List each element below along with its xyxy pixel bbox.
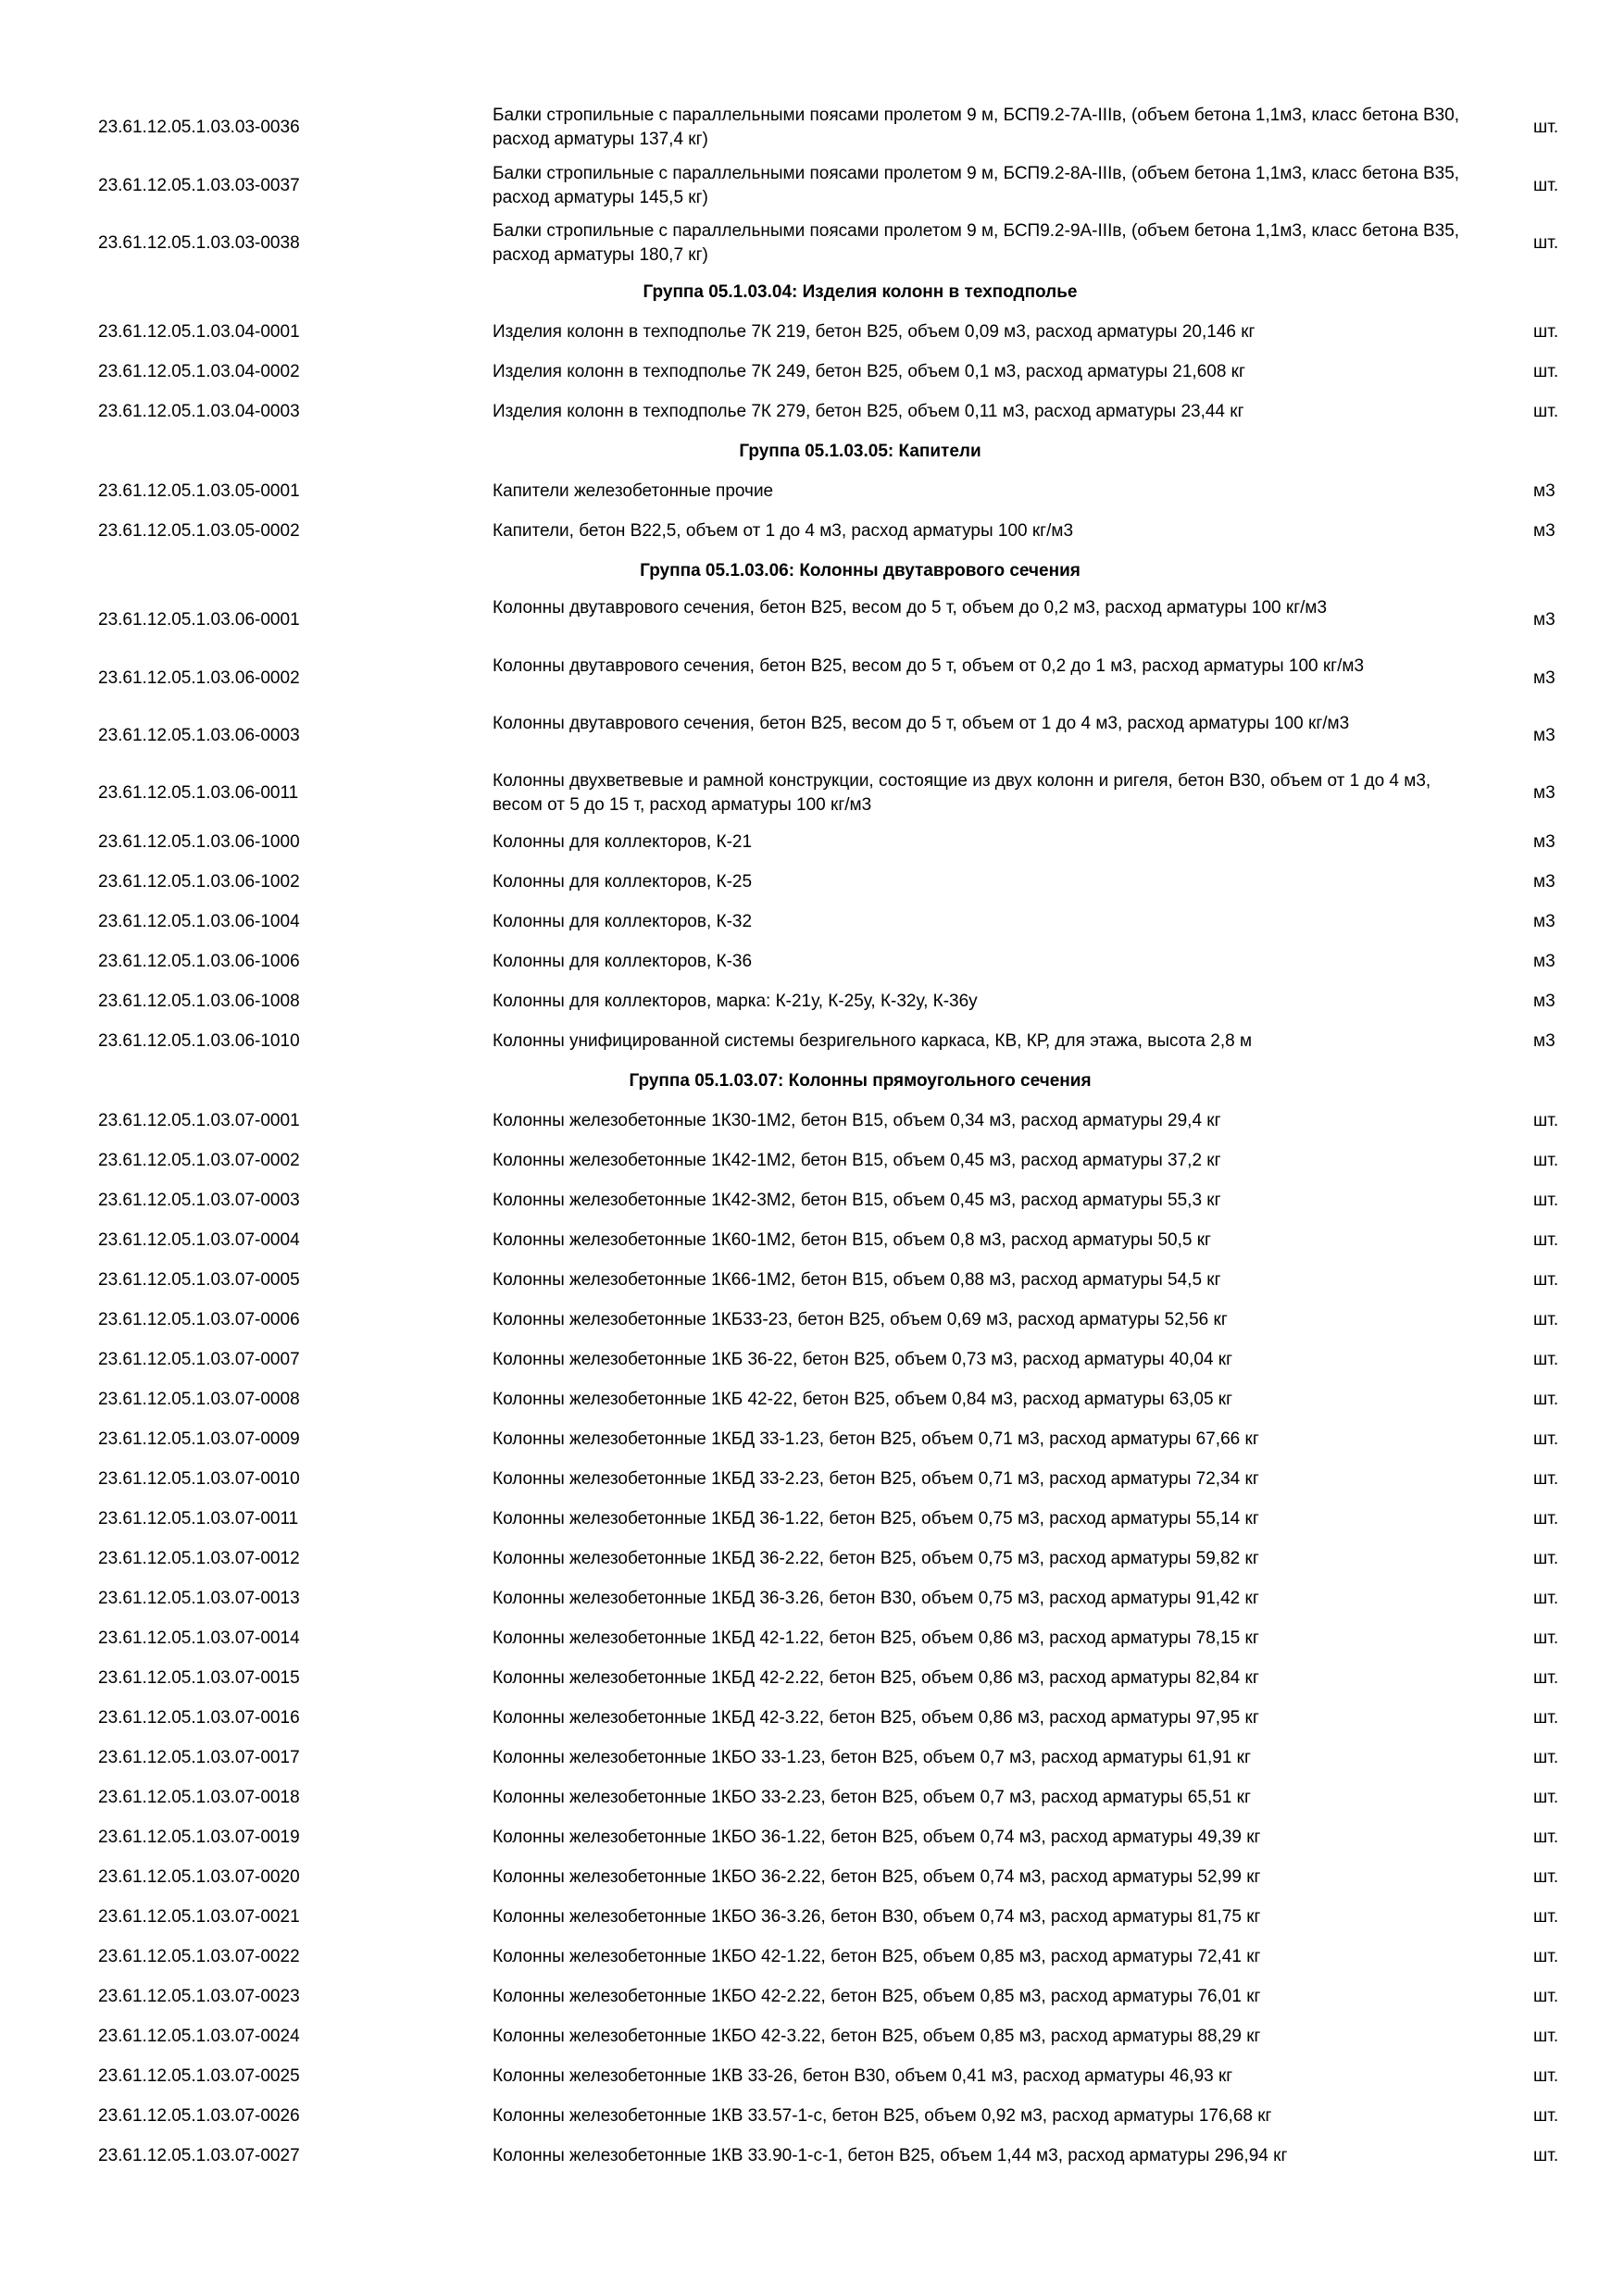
resource-code: 23.61.12.05.1.03.07-0026 [98,2106,300,2126]
resource-description: Балки стропильные с параллельными поясами пролетом 9 м, БСП9.2-9А-IIIв, (объем бетона 1,1м3, класс бетона В35, расход арматуры 180,7 кг) [493,221,1460,265]
resource-description: Колонны железобетонные 1КБД 36-3.26, бетон В30, объем 0,75 м3, расход арматуры 91,42 кг [493,1589,1259,1608]
unit-of-measure: м3 [1533,832,1555,852]
resource-code: 23.61.12.05.1.03.07-0001 [98,1111,300,1130]
unit-of-measure: шт. [1533,1708,1559,1728]
unit-of-measure: шт. [1533,176,1559,195]
resource-description: Колонны двутаврового сечения, бетон В25, весом до 5 т, объем до 0,2 м3, расход арматуры 100 кг/м3 [493,598,1328,618]
table-row [0,400,1624,424]
resource-description: Колонны железобетонные 1КБ33-23, бетон В25, объем 0,69 м3, расход арматуры 52,56 кг [493,1310,1228,1329]
unit-of-measure: шт. [1533,1828,1559,1847]
resource-code: 23.61.12.05.1.03.07-0006 [98,1310,300,1329]
unit-of-measure: м3 [1533,783,1555,803]
table-row [0,1905,1624,1929]
resource-description: Колонны железобетонные 1КБО 42-1.22, бетон В25, объем 0,85 м3, расход арматуры 72,41 кг [493,1947,1261,1966]
table-row [0,320,1624,344]
unit-of-measure: шт. [1533,1469,1559,1489]
resource-code: 23.61.12.05.1.03.03-0036 [98,118,300,137]
resource-description: Колонны железобетонные 1К30-1М2, бетон В15, объем 0,34 м3, расход арматуры 29,4 кг [493,1111,1221,1130]
table-row [0,1706,1624,1730]
resource-code: 23.61.12.05.1.03.07-0016 [98,1708,300,1728]
resource-code: 23.61.12.05.1.03.07-0025 [98,2066,300,2086]
table-row [0,1547,1624,1571]
unit-of-measure: шт. [1533,1151,1559,1170]
unit-of-measure: шт. [1533,1549,1559,1568]
unit-of-measure: м3 [1533,668,1555,688]
resource-code: 23.61.12.05.1.03.06-1000 [98,832,300,852]
unit-of-measure: м3 [1533,726,1555,745]
group-heading-text: Группа 05.1.03.05: Капители [739,442,981,461]
table-row [0,769,1624,817]
resource-description: Колонны железобетонные 1К66-1М2, бетон В15, объем 0,88 м3, расход арматуры 54,5 кг [493,1270,1221,1290]
resource-code: 23.61.12.05.1.03.03-0038 [98,233,300,253]
table-row [0,1467,1624,1491]
unit-of-measure: шт. [1533,2146,1559,2165]
resource-description: Колонны железобетонные 1КБД 33-1.23, бетон В25, объем 0,71 м3, расход арматуры 67,66 кг [493,1429,1259,1449]
table-row [0,1388,1624,1412]
resource-code: 23.61.12.05.1.03.05-0001 [98,481,300,501]
unit-of-measure: шт. [1533,1947,1559,1966]
resource-description: Колонны железобетонные 1КБО 36-3.26, бетон В30, объем 0,74 м3, расход арматуры 81,75 кг [493,1907,1261,1927]
table-row [0,162,1624,210]
resource-description: Колонны железобетонные 1КБО 36-1.22, бетон В25, объем 0,74 м3, расход арматуры 49,39 кг [493,1828,1261,1847]
table-row [0,1627,1624,1651]
table-row [0,1308,1624,1332]
resource-description: Колонны для коллекторов, К-25 [493,872,753,892]
resource-description: Изделия колонн в техподполье 7К 219, бетон В25, объем 0,09 м3, расход арматуры 20,146 кг [493,322,1255,342]
unit-of-measure: шт. [1533,1748,1559,1767]
table-row [0,1587,1624,1611]
resource-code: 23.61.12.05.1.03.07-0003 [98,1191,300,1210]
unit-of-measure: шт. [1533,1111,1559,1130]
table-row [0,1149,1624,1173]
resource-code: 23.61.12.05.1.03.07-0023 [98,1987,300,2006]
table-row [0,910,1624,934]
unit-of-measure: шт. [1533,118,1559,137]
resource-code: 23.61.12.05.1.03.07-0018 [98,1788,300,1807]
resource-code: 23.61.12.05.1.03.06-1002 [98,872,300,892]
group-heading [0,281,1624,305]
resource-code: 23.61.12.05.1.03.07-0015 [98,1668,300,1688]
unit-of-measure: м3 [1533,610,1555,630]
table-row [0,1109,1624,1133]
resource-description: Колонны для коллекторов, К-32 [493,912,753,931]
resource-description: Колонны железобетонные 1КБО 33-2.23, бетон В25, объем 0,7 м3, расход арматуры 65,51 кг [493,1788,1251,1807]
resource-code: 23.61.12.05.1.03.06-0002 [98,668,300,688]
table-row [0,712,1624,760]
resource-description: Колонны железобетонные 1К42-3М2, бетон В15, объем 0,45 м3, расход арматуры 55,3 кг [493,1191,1221,1210]
unit-of-measure: шт. [1533,1191,1559,1210]
resource-code: 23.61.12.05.1.03.07-0027 [98,2146,300,2165]
unit-of-measure: шт. [1533,1668,1559,1688]
resource-code: 23.61.12.05.1.03.07-0004 [98,1230,300,1250]
resource-description: Колонны для коллекторов, К-21 [493,832,753,852]
resource-code: 23.61.12.05.1.03.04-0003 [98,402,300,421]
table-row [0,1826,1624,1850]
unit-of-measure: шт. [1533,1230,1559,1250]
table-row [0,1985,1624,2009]
unit-of-measure: шт. [1533,2106,1559,2126]
unit-of-measure: шт. [1533,1907,1559,1927]
resource-description: Колонны железобетонные 1КБД 42-3.22, бетон В25, объем 0,86 м3, расход арматуры 97,95 кг [493,1708,1259,1728]
group-heading [0,559,1624,583]
resource-code: 23.61.12.05.1.03.07-0009 [98,1429,300,1449]
table-row [0,1268,1624,1292]
resource-code: 23.61.12.05.1.03.07-0010 [98,1469,300,1489]
table-row [0,519,1624,543]
resource-description: Колонны для коллекторов, марка: К-21у, К-25у, К-32у, К-36у [493,992,978,1011]
resource-description: Колонны железобетонные 1КБД 42-2.22, бетон В25, объем 0,86 м3, расход арматуры 82,84 кг [493,1668,1259,1688]
resource-code: 23.61.12.05.1.03.06-1010 [98,1031,300,1051]
unit-of-measure: шт. [1533,1429,1559,1449]
table-row [0,2025,1624,2049]
unit-of-measure: м3 [1533,952,1555,971]
unit-of-measure: шт. [1533,1270,1559,1290]
unit-of-measure: шт. [1533,1390,1559,1409]
resource-code: 23.61.12.05.1.03.06-1004 [98,912,300,931]
resource-description: Колонны железобетонные 1КБД 36-1.22, бетон В25, объем 0,75 м3, расход арматуры 55,14 кг [493,1509,1259,1529]
resource-code: 23.61.12.05.1.03.04-0002 [98,362,300,381]
resource-code: 23.61.12.05.1.03.07-0002 [98,1151,300,1170]
table-row [0,1189,1624,1213]
resource-code: 23.61.12.05.1.03.07-0024 [98,2027,300,2046]
table-row [0,1428,1624,1452]
resource-description: Колонны железобетонные 1КБ 36-22, бетон В25, объем 0,73 м3, расход арматуры 40,04 кг [493,1350,1233,1369]
resource-code: 23.61.12.05.1.03.07-0022 [98,1947,300,1966]
resource-code: 23.61.12.05.1.03.07-0021 [98,1907,300,1927]
resource-code: 23.61.12.05.1.03.07-0017 [98,1748,300,1767]
resource-description: Колонны железобетонные 1КБД 42-1.22, бетон В25, объем 0,86 м3, расход арматуры 78,15 кг [493,1628,1259,1648]
resource-description: Колонны двутаврового сечения, бетон В25, весом до 5 т, объем от 0,2 до 1 м3, расход арматуры 100 кг/м3 [493,656,1365,676]
resource-description: Колонны железобетонные 1К42-1М2, бетон В15, объем 0,45 м3, расход арматуры 37,2 кг [493,1151,1221,1170]
table-row [0,2104,1624,2128]
unit-of-measure: м3 [1533,1031,1555,1051]
resource-code: 23.61.12.05.1.03.07-0008 [98,1390,300,1409]
table-row [0,1029,1624,1054]
group-heading-text: Группа 05.1.03.07: Колонны прямоугольного сечения [629,1071,1092,1091]
resource-description: Колонны железобетонные 1КБО 36-2.22, бетон В25, объем 0,74 м3, расход арматуры 52,99 кг [493,1867,1261,1887]
resource-code: 23.61.12.05.1.03.07-0011 [98,1509,299,1529]
table-row [0,1507,1624,1531]
unit-of-measure: шт. [1533,402,1559,421]
resource-description: Изделия колонн в техподполье 7К 279, бетон В25, объем 0,11 м3, расход арматуры 23,44 кг [493,402,1244,421]
table-row [0,870,1624,894]
table-row [0,1786,1624,1810]
unit-of-measure: шт. [1533,322,1559,342]
resource-code: 23.61.12.05.1.03.07-0013 [98,1589,300,1608]
table-row [0,1229,1624,1253]
unit-of-measure: шт. [1533,2027,1559,2046]
table-row [0,1945,1624,1969]
unit-of-measure: шт. [1533,1350,1559,1369]
resource-description: Колонны железобетонные 1КВ 33-26, бетон В30, объем 0,41 м3, расход арматуры 46,93 кг [493,2066,1233,2086]
resource-description: Колонны железобетонные 1К60-1М2, бетон В15, объем 0,8 м3, расход арматуры 50,5 кг [493,1230,1211,1250]
group-heading-text: Группа 05.1.03.06: Колонны двутаврового сечения [640,561,1081,580]
group-heading-text: Группа 05.1.03.04: Изделия колонн в техподполье [643,282,1078,302]
table-row [0,596,1624,644]
unit-of-measure: м3 [1533,481,1555,501]
resource-description: Колонны унифицированной системы безригельного каркаса, КВ, КР, для этажа, высота 2,8 м [493,1031,1253,1051]
unit-of-measure: шт. [1533,1509,1559,1529]
resource-code: 23.61.12.05.1.03.07-0007 [98,1350,300,1369]
resource-description: Колонны двутаврового сечения, бетон В25, весом до 5 т, объем от 1 до 4 м3, расход арматуры 100 кг/м3 [493,714,1350,733]
resource-description: Колонны железобетонные 1КВ 33.57-1-с, бетон В25, объем 0,92 м3, расход арматуры 176,68 кг [493,2106,1272,2126]
group-heading [0,440,1624,464]
resource-code: 23.61.12.05.1.03.07-0020 [98,1867,300,1887]
table-row [0,104,1624,152]
resource-description: Колонны железобетонные 1КБ 42-22, бетон В25, объем 0,84 м3, расход арматуры 63,05 кг [493,1390,1233,1409]
unit-of-measure: шт. [1533,1589,1559,1608]
resource-code: 23.61.12.05.1.03.06-1006 [98,952,300,971]
table-row [0,830,1624,855]
resource-code: 23.61.12.05.1.03.04-0001 [98,322,300,342]
group-heading [0,1069,1624,1093]
resource-code: 23.61.12.05.1.03.07-0012 [98,1549,300,1568]
resource-code: 23.61.12.05.1.03.07-0005 [98,1270,300,1290]
table-row [0,990,1624,1014]
resource-description: Колонны железобетонные 1КБО 33-1.23, бетон В25, объем 0,7 м3, расход арматуры 61,91 кг [493,1748,1251,1767]
resource-description: Колонны железобетонные 1КБО 42-3.22, бетон В25, объем 0,85 м3, расход арматуры 88,29 кг [493,2027,1261,2046]
resource-description: Колонны для коллекторов, К-36 [493,952,753,971]
resource-description: Балки стропильные с параллельными поясами пролетом 9 м, БСП9.2-8А-IIIв, (объем бетона 1,1м3, класс бетона В35, расход арматуры 145,5 кг) [493,164,1460,207]
table-row [0,2144,1624,2168]
resource-code: 23.61.12.05.1.03.06-0001 [98,610,300,630]
resource-description: Колонны двухветвевые и рамной конструкции, состоящие из двух колонн и ригеля, бетон В30, объем от 1 до 4 м3, весом от 5 до 15 т, расход арматуры 100 кг/м3 [493,771,1431,815]
table-row [0,655,1624,703]
unit-of-measure: м3 [1533,992,1555,1011]
unit-of-measure: м3 [1533,872,1555,892]
table-row [0,1666,1624,1691]
table-row [0,360,1624,384]
resource-description: Изделия колонн в техподполье 7К 249, бетон В25, объем 0,1 м3, расход арматуры 21,608 кг [493,362,1245,381]
resource-description: Капители, бетон В22,5, объем от 1 до 4 м3, расход арматуры 100 кг/м3 [493,521,1074,541]
table-row [0,2065,1624,2089]
unit-of-measure: шт. [1533,1788,1559,1807]
resource-description: Колонны железобетонные 1КВ 33.90-1-с-1, бетон В25, объем 1,44 м3, расход арматуры 296,94 кг [493,2146,1288,2165]
unit-of-measure: шт. [1533,233,1559,253]
resource-code: 23.61.12.05.1.03.06-0011 [98,783,299,803]
table-row [0,1348,1624,1372]
unit-of-measure: шт. [1533,2066,1559,2086]
unit-of-measure: шт. [1533,362,1559,381]
unit-of-measure: м3 [1533,521,1555,541]
unit-of-measure: шт. [1533,1867,1559,1887]
resource-code: 23.61.12.05.1.03.05-0002 [98,521,300,541]
table-row [0,950,1624,974]
resource-description: Колонны железобетонные 1КБД 36-2.22, бетон В25, объем 0,75 м3, расход арматуры 59,82 кг [493,1549,1259,1568]
resource-description: Капители железобетонные прочие [493,481,774,501]
unit-of-measure: м3 [1533,912,1555,931]
resource-code: 23.61.12.05.1.03.07-0019 [98,1828,300,1847]
table-row [0,1746,1624,1770]
unit-of-measure: шт. [1533,1310,1559,1329]
table-row [0,480,1624,504]
table-row [0,1866,1624,1890]
resource-code: 23.61.12.05.1.03.06-0003 [98,726,300,745]
resource-code: 23.61.12.05.1.03.06-1008 [98,992,300,1011]
unit-of-measure: шт. [1533,1987,1559,2006]
resource-code: 23.61.12.05.1.03.03-0037 [98,176,300,195]
resource-code: 23.61.12.05.1.03.07-0014 [98,1628,300,1648]
unit-of-measure: шт. [1533,1628,1559,1648]
resource-description: Балки стропильные с параллельными поясами пролетом 9 м, БСП9.2-7А-IIIв, (объем бетона 1,1м3, класс бетона В30, расход арматуры 137,4 кг) [493,106,1460,149]
resource-description: Колонны железобетонные 1КБД 33-2.23, бетон В25, объем 0,71 м3, расход арматуры 72,34 кг [493,1469,1259,1489]
resource-description: Колонны железобетонные 1КБО 42-2.22, бетон В25, объем 0,85 м3, расход арматуры 76,01 кг [493,1987,1261,2006]
table-row [0,219,1624,268]
